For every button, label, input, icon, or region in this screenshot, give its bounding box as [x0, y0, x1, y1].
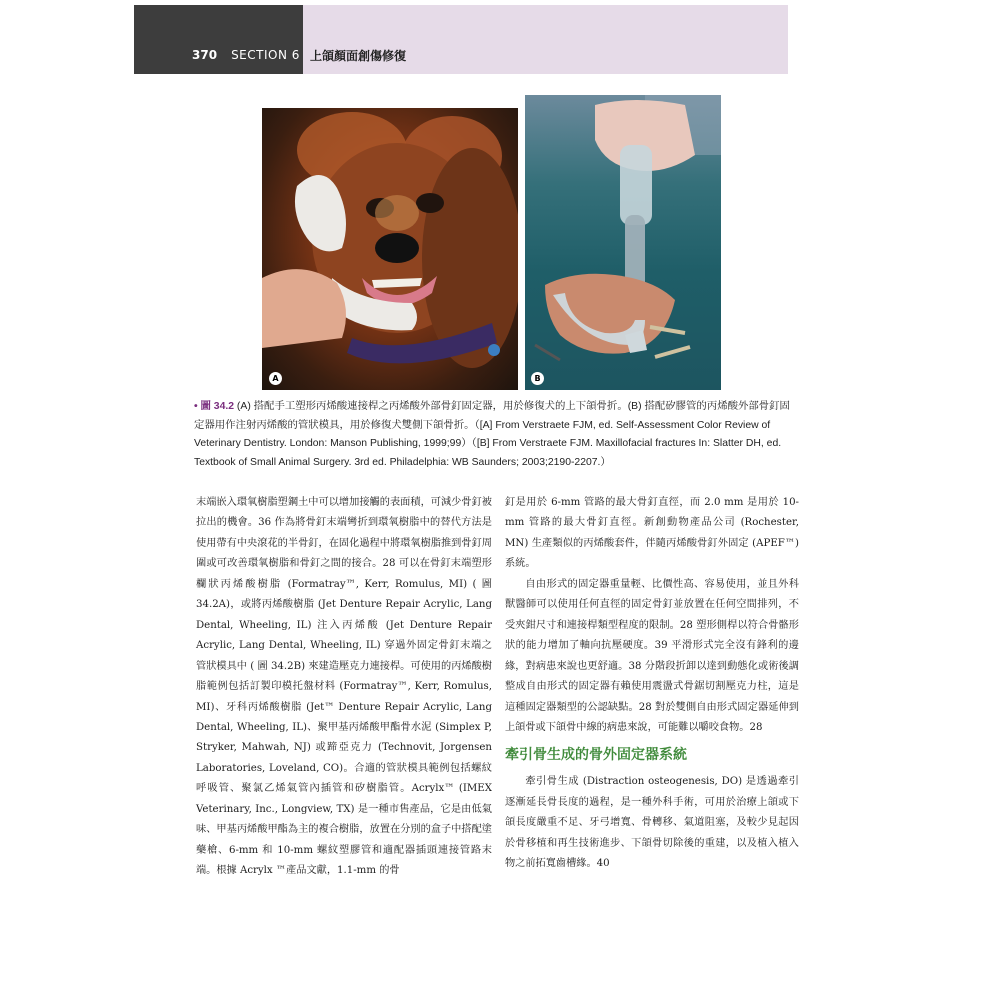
left-column-paragraph: 末端嵌入環氧樹脂塑鋼土中可以增加接觸的表面積，可減少骨釘被拉出的機會。36 作為將骨釘末端彎折到環氧樹脂中的替代方法是使用帶有中央滾花的半骨釘，在固化過程中將環氧樹脂推到骨釘周圍或可改善環氧樹脂和骨釘之間的接合。28 可以在骨釘末端塑形欄狀丙烯酸樹脂 (Formatray™, Kerr, Romulus, MI) ( 圖 34.2A)，或將丙烯酸樹脂 (Jet Denture Repair Acrylic, Lang Dental, Wheeling, IL) 注入丙烯酸 (Jet Denture Repair Acrylic, Lang Dental, Wheeling, IL) 穿過外固定骨釘末端之管狀模具中 ( 圖 34.2B) 來建造壓克力連接桿。可使用的丙烯酸樹脂範例包括訂製印模托盤材料 (Formatray™, Kerr, Romulus, MI)、牙科丙烯酸樹脂 (Jet™ Denture Repair Acrylic, Lang Dental, Wheeling, IL)、聚甲基丙烯酸甲酯骨水泥 (Simplex P, Stryker, Mahwah, NJ) 或蹄亞克力 (Technovit, Jorgensen Laboratories, Loveland, CO)。合適的管狀模具範例包括螺紋呼吸管、聚氯乙烯氣管內插管和矽樹脂管。Acrylx™ (IMEX Veterinary, Inc., Longview, TX) 是一種市售產品，它是由低氣味、甲基丙烯酸甲酯為主的複合樹脂，放置在分別的盒子中搭配塗藥槍、6-mm 和 10-mm 螺紋塑膠管和適配器插頭連接管路末端。根據 Acrylx ™產品文獻，1.1-mm 的骨 [196, 497, 492, 877]
page-number: 370 [192, 48, 218, 62]
section-label: SECTION 6 [231, 48, 300, 62]
figure-caption-text: (A) 搭配手工塑形丙烯酸連接桿之丙烯酸外部骨釘固定器，用於修復犬的上下頜骨折。(B) 搭配矽膠管的丙烯酸外部骨釘固定器用作注射丙烯酸的管狀模具，用於修復犬雙側下頜骨折。（[A] From Verstraete FJM, ed. Self-Assessment Color Review of Veterinary Dentistry. London: Manson Publishing, 1999;99）（[B] From Verstraete FJM. Maxillofacial fractures In: Slatter DH, ed. Textbook of Small Animal Surgery. 3rd ed. Philadelphia: WB Saunders; 2003;2190-2207.） [194, 401, 790, 468]
figure-photo-a [262, 108, 518, 390]
figure-caption-lead: • 圖 34.2 [194, 401, 235, 412]
right-column-paragraph-2: 自由形式的固定器重量輕、比價性高、容易使用，並且外科獸醫師可以使用任何直徑的固定骨釘並放置在任何空間排列，不受夾鉗尺寸和連接桿類型程度的限制。28 塑形側桿以符合骨骼形狀的能力增加了軸向抗壓硬度。39 平滑形式完全沒有鋒利的邊緣，對病患來說也更舒適。38 分階段折卸以達到動態化或術後調整成自由形式的固定器有賴使用震盪式骨鋸切割壓克力柱，這是這種固定器類型的公認缺點。28 對於雙側自由形式固定器延伸到上頜骨或下頜骨中線的病患來說，可能難以嚼咬食物。28 [505, 578, 799, 733]
figure-caption [194, 398, 794, 472]
left-text-column [196, 493, 492, 882]
photo-b-label: B [531, 372, 544, 385]
header-page-info [192, 48, 308, 62]
right-column-paragraph-1: 釘是用於 6-mm 管路的最大骨釘直徑，而 2.0 mm 是用於 10-mm 管路的最大骨釘直徑。新創動物產品公司 (Rochester, MN) 生產類似的丙烯酸套件，伴隨丙烯酸骨釘外固定 (APEF™) 系統。 [505, 497, 799, 570]
chapter-title: 上頜顏面創傷修復 [310, 49, 407, 63]
section-heading: 牽引骨生成的骨外固定器系統 [505, 747, 687, 764]
dog-photo-illustration [262, 108, 518, 390]
figure-photo-b [525, 95, 721, 390]
header-section-block [134, 5, 303, 74]
tube-mold-photo-illustration [525, 95, 721, 390]
right-column-paragraph-3: 牽引骨生成 (Distraction osteogenesis, DO) 是透過牽引逐漸延長骨長度的過程，是一種外科手術，可用於治療上頜或下頜長度嚴重不足、牙弓增寬、骨轉移、氣道阻塞，及較少見起因於骨移植和再生技術進步、下頜骨切除後的重建，以及植入植入物之前拓寬齒槽緣。40 [505, 776, 799, 870]
page-header [134, 5, 788, 74]
photo-a-label: A [269, 372, 282, 385]
right-text-column [505, 493, 799, 875]
